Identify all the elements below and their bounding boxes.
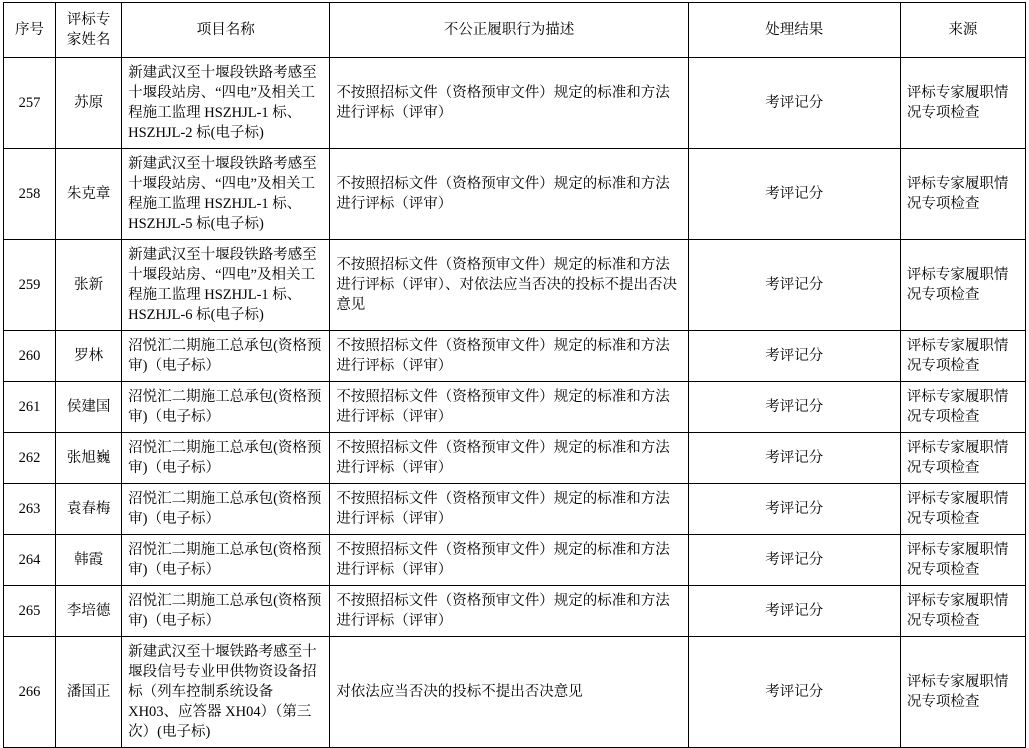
table-row (4, 240, 1026, 331)
cell-project-name: 沼悦汇二期施工总承包(资格预审)（电子标） (122, 433, 330, 484)
cell-seq: 264 (4, 535, 56, 586)
cell-result: 考评记分 (688, 382, 900, 433)
expert-misconduct-table (3, 2, 1026, 748)
cell-source-text: 评标专家履职情况专项检查 (906, 389, 1009, 425)
cell-expert-name: 张新 (56, 240, 122, 331)
column-header-seq: 序号 (4, 3, 56, 58)
cell-source (900, 331, 1025, 382)
cell-result: 考评记分 (688, 637, 900, 748)
cell-source (900, 382, 1025, 433)
cell-result: 考评记分 (688, 331, 900, 382)
cell-source-text: 评标专家履职情况专项检查 (906, 674, 1009, 710)
cell-project-name: 新建武汉至十堰段铁路考感至十堰段站房、“四电”及相关工程施工监理 HSZHJL-1 标、HSZHJL-5 标(电子标) (122, 149, 330, 240)
cell-project-name: 沼悦汇二期施工总承包(资格预审)（电子标） (122, 331, 330, 382)
cell-result: 考评记分 (688, 240, 900, 331)
cell-expert-name: 苏原 (56, 58, 122, 149)
table-row (4, 149, 1026, 240)
cell-project-name: 沼悦汇二期施工总承包(资格预审)（电子标） (122, 382, 330, 433)
cell-expert-name: 侯建国 (56, 382, 122, 433)
cell-description: 不按照招标文件（资格预审文件）规定的标准和方法进行评标（评审） (330, 586, 688, 637)
cell-description: 不按照招标文件（资格预审文件）规定的标准和方法进行评标（评审） (330, 382, 688, 433)
cell-expert-name: 罗林 (56, 331, 122, 382)
table-row (4, 535, 1026, 586)
cell-source (900, 586, 1025, 637)
cell-source (900, 484, 1025, 535)
cell-seq: 258 (4, 149, 56, 240)
cell-source (900, 240, 1025, 331)
cell-seq: 262 (4, 433, 56, 484)
cell-source-text: 评标专家履职情况专项检查 (906, 440, 1009, 476)
table-row (4, 637, 1026, 748)
cell-expert-name: 李培德 (56, 586, 122, 637)
cell-expert-name: 张旭巍 (56, 433, 122, 484)
cell-description: 不按照招标文件（资格预审文件）规定的标准和方法进行评标（评审） (330, 149, 688, 240)
table-row (4, 331, 1026, 382)
cell-seq: 259 (4, 240, 56, 331)
cell-seq: 260 (4, 331, 56, 382)
cell-result: 考评记分 (688, 149, 900, 240)
cell-project-name: 沼悦汇二期施工总承包(资格预审)（电子标） (122, 586, 330, 637)
cell-project-name: 沼悦汇二期施工总承包(资格预审)（电子标） (122, 484, 330, 535)
cell-project-name: 沼悦汇二期施工总承包(资格预审)（电子标） (122, 535, 330, 586)
table-row (4, 58, 1026, 149)
cell-description: 不按照招标文件（资格预审文件）规定的标准和方法进行评标（评审） (330, 58, 688, 149)
cell-source (900, 637, 1025, 748)
cell-seq: 257 (4, 58, 56, 149)
cell-result: 考评记分 (688, 535, 900, 586)
cell-seq: 265 (4, 586, 56, 637)
cell-result: 考评记分 (688, 484, 900, 535)
cell-source-text: 评标专家履职情况专项检查 (906, 267, 1009, 303)
cell-source-text: 评标专家履职情况专项检查 (906, 593, 1009, 629)
cell-expert-name: 潘国正 (56, 637, 122, 748)
cell-source (900, 149, 1025, 240)
column-header-expert-name: 评标专家姓名 (56, 3, 122, 58)
cell-source-text: 评标专家履职情况专项检查 (906, 176, 1009, 212)
table-header-row (4, 3, 1026, 58)
cell-description: 不按照招标文件（资格预审文件）规定的标准和方法进行评标（评审） (330, 331, 688, 382)
cell-project-name: 新建武汉至十堰段铁路考感至十堰段站房、“四电”及相关工程施工监理 HSZHJL-1 标、HSZHJL-6 标(电子标) (122, 240, 330, 331)
table-row (4, 586, 1026, 637)
cell-description: 对依法应当否决的投标不提出否决意见 (330, 637, 688, 748)
table-row (4, 433, 1026, 484)
cell-description: 不按照招标文件（资格预审文件）规定的标准和方法进行评标（评审） (330, 535, 688, 586)
cell-source (900, 535, 1025, 586)
cell-project-name: 新建武汉至十堰铁路考感至十堰段信号专业甲供物资设备招标（列车控制系统设备 XH03、应答器 XH04）（第三次）(电子标) (122, 637, 330, 748)
cell-source (900, 433, 1025, 484)
cell-description: 不按照招标文件（资格预审文件）规定的标准和方法进行评标（评审） (330, 433, 688, 484)
cell-result: 考评记分 (688, 58, 900, 149)
cell-expert-name: 朱克章 (56, 149, 122, 240)
cell-seq: 263 (4, 484, 56, 535)
column-header-description: 不公正履职行为描述 (330, 3, 688, 58)
cell-description: 不按照招标文件（资格预审文件）规定的标准和方法进行评标（评审） (330, 484, 688, 535)
column-header-source: 来源 (900, 3, 1025, 58)
cell-seq: 261 (4, 382, 56, 433)
cell-result: 考评记分 (688, 433, 900, 484)
cell-expert-name: 袁春梅 (56, 484, 122, 535)
cell-source-text: 评标专家履职情况专项检查 (906, 85, 1009, 121)
cell-source-text: 评标专家履职情况专项检查 (906, 542, 1009, 578)
cell-project-name: 新建武汉至十堰段铁路考感至十堰段站房、“四电”及相关工程施工监理 HSZHJL-1 标、HSZHJL-2 标(电子标) (122, 58, 330, 149)
cell-source-text: 评标专家履职情况专项检查 (906, 491, 1009, 527)
cell-result: 考评记分 (688, 586, 900, 637)
table-row (4, 484, 1026, 535)
cell-source-text: 评标专家履职情况专项检查 (906, 338, 1009, 374)
table-row (4, 382, 1026, 433)
cell-description: 不按照招标文件（资格预审文件）规定的标准和方法进行评标（评审）、对依法应当否决的投标不提出否决意见 (330, 240, 688, 331)
column-header-result: 处理结果 (688, 3, 900, 58)
column-header-project-name: 项目名称 (122, 3, 330, 58)
cell-seq: 266 (4, 637, 56, 748)
cell-source (900, 58, 1025, 149)
cell-expert-name: 韩霞 (56, 535, 122, 586)
